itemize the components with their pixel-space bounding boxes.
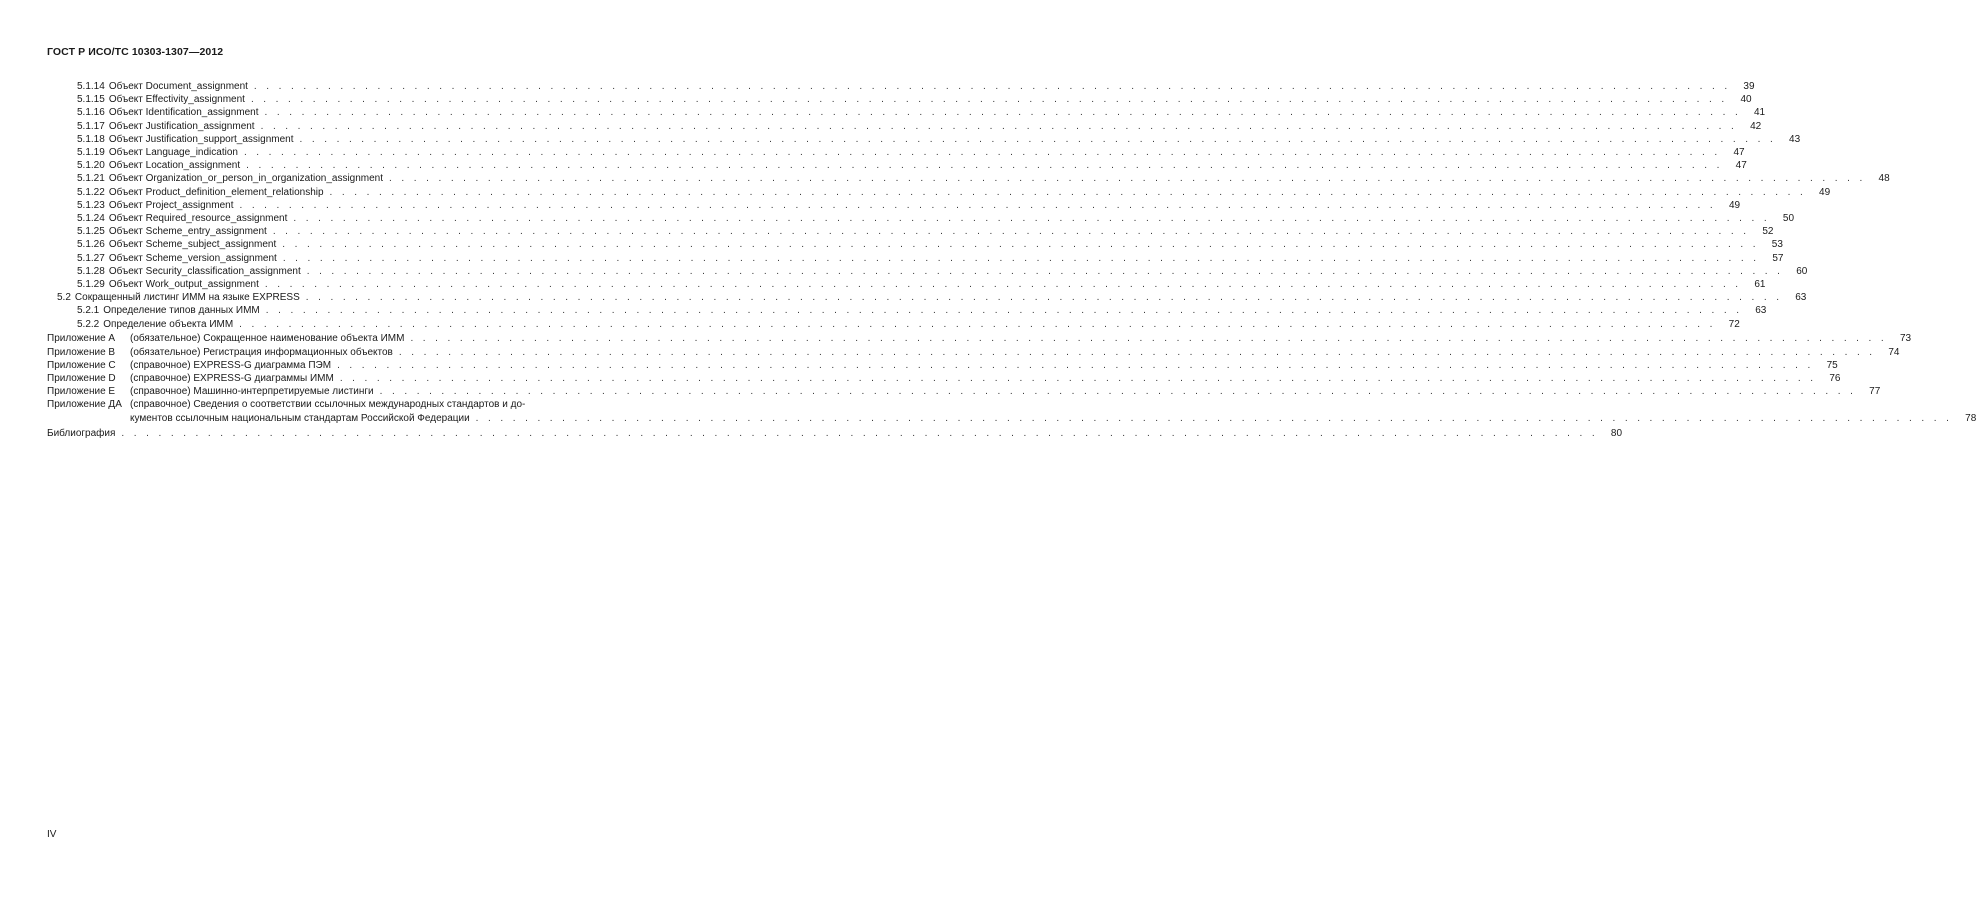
toc-entry-number: 5.1.23 — [77, 199, 105, 211]
dot-leader: . . . . . . . . . . . . . . . . . . . . . . . . . . . . . . . . . . . . . . . . . . . . . . . . . . . . . . . . . . . . . . . . . . . . . . . . . . . . . . . . . . . . . . . . . . . . . . . . . . . . . . . . . . . . . . . . . . . . . . . . — [299, 133, 1777, 145]
toc-entry-title: (справочное) Сведения о соответствии ссылочных международных стандартов и до- — [130, 399, 526, 411]
toc-entry-title: Объект Scheme_entry_assignment — [108, 226, 267, 238]
toc-entry-page: 73 — [1899, 333, 1912, 345]
toc-entry-page: 41 — [1754, 107, 1766, 119]
toc-entry-number: 5.1.28 — [77, 265, 105, 277]
toc-entry-page: 63 — [1795, 292, 1807, 304]
dot-leader: . . . . . . . . . . . . . . . . . . . . . . . . . . . . . . . . . . . . . . . . . . . . . . . . . . . . . . . . . . . . . . . . . . . . . . . . . . . . . . . . . . . . . . . . . . . . . . . . . . . . . . . . . . . . . . . . . . . . . . . . — [379, 386, 1857, 398]
toc-entry-title: Объект Scheme_subject_assignment — [108, 239, 277, 251]
toc-entry-page: 57 — [1772, 252, 1784, 264]
dot-leader: . . . . . . . . . . . . . . . . . . . . . . . . . . . . . . . . . . . . . . . . . . . . . . . . . . . . . . . . . . . . . . . . . . . . . . . . . . . . . . . . . . . . . . . . . . . . . . . . . . . . . . . . . . . . . . . . . . . . . . . . — [337, 359, 1814, 371]
toc-entry[interactable] — [77, 172, 1890, 185]
toc-entry-title: (справочное) EXPRESS-G диаграмма ПЭМ — [130, 359, 332, 371]
toc-entry-page: 50 — [1782, 213, 1795, 224]
toc-entry-page: 49 — [1819, 186, 1831, 198]
toc-entry-number: Приложение C — [47, 359, 116, 371]
toc-entry[interactable] — [77, 304, 1767, 317]
toc-entry[interactable] — [77, 199, 1741, 212]
toc-entry-page: 40 — [1740, 94, 1752, 106]
toc-entry-page: 77 — [1869, 386, 1881, 398]
toc-entry-number: 5.1.26 — [77, 239, 105, 251]
dot-leader: . . . . . . . . . . . . . . . . . . . . . . . . . . . . . . . . . . . . . . . . . . . . . . . . . . . . . . . . . . . . . . . . . . . . . . . . . . . . . . . . . . . . . . . . . . . . . . . . . . . . . . . . . . . . . . . . . . . . . . . . — [410, 333, 1888, 345]
toc-entry-number: 5.2.1 — [77, 305, 100, 317]
toc-entry-number: 5.2.2 — [77, 318, 100, 330]
toc-bibliography-entry[interactable] — [47, 427, 1623, 440]
toc-entry[interactable] — [77, 146, 1745, 159]
toc-entry-title: Объект Organization_or_person_in_organization_assignment — [108, 173, 384, 185]
toc-entry[interactable] — [77, 265, 1808, 278]
toc-entry-number: 5.1.22 — [77, 186, 105, 198]
toc-entry-page: 47 — [1733, 147, 1745, 158]
toc-entry-page: 74 — [1888, 346, 1900, 358]
toc-entry[interactable] — [77, 238, 1783, 251]
toc-entry-title: Объект Justification_assignment — [108, 120, 255, 132]
toc-entry-page: 39 — [1743, 81, 1755, 92]
toc-entry-title: Объект Scheme_version_assignment — [108, 252, 277, 264]
toc-section-entry[interactable] — [57, 291, 1807, 304]
toc-entry-number: 5.1.16 — [77, 107, 105, 119]
toc-entry-title: Объект Work_output_assignment — [108, 279, 259, 290]
toc-entry-title: Библиография — [47, 428, 116, 440]
toc-entry-number: 5.1.17 — [77, 120, 105, 132]
toc-appendix-entry[interactable] — [47, 346, 1900, 359]
toc-entry-number: 5.1.19 — [77, 147, 105, 158]
toc-entry-title: Определение типов данных ИММ — [103, 305, 260, 317]
toc-entry-title: Объект Required_resource_assignment — [108, 213, 288, 224]
dot-leader: . . . . . . . . . . . . . . . . . . . . . . . . . . . . . . . . . . . . . . . . . . . . . . . . . . . . . . . . . . . . . . . . . . . . . . . . . . . . . . . . . . . . . . . . . . . . . . . . . . . . . . . . . . . . . . . . . . . . . . . . — [246, 160, 1723, 172]
dot-leader: . . . . . . . . . . . . . . . . . . . . . . . . . . . . . . . . . . . . . . . . . . . . . . . . . . . . . . . . . . . . . . . . . . . . . . . . . . . . . . . . . . . . . . . . . . . . . . . . . . . . . . . . . . . . . . . . . . . . . . . . — [272, 226, 1750, 238]
toc-entry-page: 76 — [1829, 372, 1841, 384]
toc-entry-number: 5.1.21 — [77, 173, 105, 185]
toc-entry-page: 48 — [1878, 173, 1890, 185]
dot-leader: . . . . . . . . . . . . . . . . . . . . . . . . . . . . . . . . . . . . . . . . . . . . . . . . . . . . . . . . . . . . . . . . . . . . . . . . . . . . . . . . . . . . . . . . . . . . . . . . . . . . . . . . . . . . . . . . . . . . . . . . — [389, 173, 1866, 185]
toc-entry-title: Объект Security_classification_assignment — [108, 265, 301, 277]
dot-leader: . . . . . . . . . . . . . . . . . . . . . . . . . . . . . . . . . . . . . . . . . . . . . . . . . . . . . . . . . . . . . . . . . . . . . . . . . . . . . . . . . . . . . . . . . . . . . . . . . . . . . . . . . . . . . . . . . . . . . . . . — [243, 147, 1721, 158]
toc-entry-number: 5.1.29 — [77, 279, 105, 290]
dot-leader: . . . . . . . . . . . . . . . . . . . . . . . . . . . . . . . . . . . . . . . . . . . . . . . . . . . . . . . . . . . . . . . . . . . . . . . . . . . . . . . . . . . . . . . . . . . . . . . . . . . . . . . . . . . . . . . . . . . . . . . . — [264, 107, 1742, 119]
toc-entry-page: 63 — [1755, 305, 1767, 317]
toc-entry-title: (обязательное) Регистрация информационных объектов — [130, 346, 393, 358]
toc-appendix-entry[interactable] — [47, 372, 1841, 385]
toc-entry-page: 80 — [1610, 428, 1623, 440]
toc-entry-number: Приложение A — [47, 333, 116, 345]
toc-entry-page: 53 — [1771, 239, 1783, 251]
toc-entry-number: 5.1.25 — [77, 226, 105, 238]
toc-entry-title: (справочное) EXPRESS-G диаграммы ИММ — [130, 372, 334, 384]
toc-entry-page: 78 — [1965, 413, 1976, 425]
toc-entry-number: 5.1.18 — [77, 133, 105, 145]
dot-leader: . . . . . . . . . . . . . . . . . . . . . . . . . . . . . . . . . . . . . . . . . . . . . . . . . . . . . . . . . . . . . . . . . . . . . . . . . . . . . . . . . . . . . . . . . . . . . . . . . . . . . . . . . . . . . . . . . . . . . . . . — [305, 292, 1783, 304]
toc-entry[interactable] — [77, 159, 1747, 172]
dot-leader: . . . . . . . . . . . . . . . . . . . . . . . . . . . . . . . . . . . . . . . . . . . . . . . . . . . . . . . . . . . . . . . . . . . . . . . . . . . . . . . . . . . . . . . . . . . . . . . . . . . . . . . . . . . . . . . . . . . . . . . . — [265, 305, 1743, 317]
toc-entry-number: Приложение D — [47, 372, 116, 384]
toc-entry[interactable] — [77, 212, 1795, 225]
toc-entry-number: 5.2 — [57, 292, 71, 304]
dot-leader: . . . . . . . . . . . . . . . . . . . . . . . . . . . . . . . . . . . . . . . . . . . . . . . . . . . . . . . . . . . . . . . . . . . . . . . . . . . . . . . . . . . . . . . . . . . . . . . . . . . . . . . . . . . . . . . . . . . . . . . . — [121, 428, 1599, 440]
dot-leader: . . . . . . . . . . . . . . . . . . . . . . . . . . . . . . . . . . . . . . . . . . . . . . . . . . . . . . . . . . . . . . . . . . . . . . . . . . . . . . . . . . . . . . . . . . . . . . . . . . . . . . . . . . . . . . . . . . . . . . . . — [282, 252, 1760, 264]
toc-entry-title: Объект Justification_support_assignment — [108, 133, 294, 145]
dot-leader: . . . . . . . . . . . . . . . . . . . . . . . . . . . . . . . . . . . . . . . . . . . . . . . . . . . . . . . . . . . . . . . . . . . . . . . . . . . . . . . . . . . . . . . . . . . . . . . . . . . . . . . . . . . . . . . . . . . . . . . . — [239, 318, 1716, 330]
toc-entry[interactable] — [77, 318, 1740, 331]
toc-entry-title-continued: кументов ссылочным национальным стандартам Российской Федерации — [130, 413, 470, 425]
toc-entry-title: Объект Project_assignment — [108, 199, 234, 211]
toc-appendix-entry[interactable] — [47, 398, 1976, 426]
dot-leader: . . . . . . . . . . . . . . . . . . . . . . . . . . . . . . . . . . . . . . . . . . . . . . . . . . . . . . . . . . . . . . . . . . . . . . . . . . . . . . . . . . . . . . . . . . . . . . . . . . . . . . . . . . . . . . . . . . . . . . . . — [239, 199, 1717, 211]
toc-entry[interactable] — [77, 80, 1755, 93]
toc-entry-title: Объект Document_assignment — [108, 81, 248, 92]
toc-entry-title: Объект Product_definition_element_relationship — [108, 186, 324, 198]
toc-appendix-entry[interactable] — [47, 332, 1912, 345]
toc-entry[interactable] — [77, 225, 1774, 238]
toc-entry-page: 75 — [1826, 359, 1838, 371]
toc-entry-number: Приложение E — [47, 386, 116, 398]
toc-entry-number: Приложение B — [47, 346, 116, 358]
toc-entry[interactable] — [77, 133, 1801, 146]
toc-entry-page: 43 — [1789, 133, 1801, 145]
dot-leader: . . . . . . . . . . . . . . . . . . . . . . . . . . . . . . . . . . . . . . . . . . . . . . . . . . . . . . . . . . . . . . . . . . . . . . . . . . . . . . . . . . . . . . . . . . . . . . . . . . . . . . . . . . . . . . . . . . . . . . . . — [282, 239, 1759, 251]
dot-leader: . . . . . . . . . . . . . . . . . . . . . . . . . . . . . . . . . . . . . . . . . . . . . . . . . . . . . . . . . . . . . . . . . . . . . . . . . . . . . . . . . . . . . . . . . . . . . . . . . . . . . . . . . . . . . . . . . . . . . . . . — [264, 279, 1742, 290]
dot-leader: . . . . . . . . . . . . . . . . . . . . . . . . . . . . . . . . . . . . . . . . . . . . . . . . . . . . . . . . . . . . . . . . . . . . . . . . . . . . . . . . . . . . . . . . . . . . . . . . . . . . . . . . . . . . . . . . . . . . . . . . — [306, 265, 1784, 277]
toc-entry-number: 5.1.24 — [77, 213, 105, 224]
toc-entry-page: 47 — [1735, 160, 1747, 172]
toc-entry-title: Объект Effectivity_assignment — [108, 94, 245, 106]
toc-entry-title: (обязательное) Сокращенное наименование объекта ИММ — [130, 333, 405, 345]
dot-leader: . . . . . . . . . . . . . . . . . . . . . . . . . . . . . . . . . . . . . . . . . . . . . . . . . . . . . . . . . . . . . . . . . . . . . . . . . . . . . . . . . . . . . . . . . . . . . . . . . . . . . . . . . . . . . . . . . . . . . . . . — [398, 346, 1876, 358]
toc-entry-number: 5.1.15 — [77, 94, 105, 106]
toc-entry-page: 60 — [1796, 265, 1808, 277]
toc-entry-number: Приложение ДА — [47, 399, 122, 411]
dot-leader: . . . . . . . . . . . . . . . . . . . . . . . . . . . . . . . . . . . . . . . . . . . . . . . . . . . . . . . . . . . . . . . . . . . . . . . . . . . . . . . . . . . . . . . . . . . . . . . . . . . . . . . . . . . . . . . . . . . . . . . . — [253, 81, 1731, 92]
toc-entry-number: 5.1.27 — [77, 252, 105, 264]
toc-entry-title: Объект Language_indication — [108, 147, 238, 158]
dot-leader: . . . . . . . . . . . . . . . . . . . . . . . . . . . . . . . . . . . . . . . . . . . . . . . . . . . . . . . . . . . . . . . . . . . . . . . . . . . . . . . . . . . . . . . . . . . . . . . . . . . . . . . . . . . . . . . . . . . . . . . . — [329, 186, 1807, 198]
toc-entry[interactable] — [77, 186, 1831, 199]
toc-entry-page: 72 — [1728, 318, 1740, 330]
toc-entry-title: Объект Identification_assignment — [108, 107, 259, 119]
toc-entry-title: Объект Location_assignment — [108, 160, 241, 172]
dot-leader: . . . . . . . . . . . . . . . . . . . . . . . . . . . . . . . . . . . . . . . . . . . . . . . . . . . . . . . . . . . . . . . . . . . . . . . . . . . . . . . . . . . . . . . . . . . . . . . . . . . . . . . . . . . . . . . . . . . . . . . . — [475, 413, 1953, 425]
toc-entry-title: (справочное) Машинно-интерпретируемые листинги — [130, 386, 374, 398]
dot-leader: . . . . . . . . . . . . . . . . . . . . . . . . . . . . . . . . . . . . . . . . . . . . . . . . . . . . . . . . . . . . . . . . . . . . . . . . . . . . . . . . . . . . . . . . . . . . . . . . . . . . . . . . . . . . . . . . . . . . . . . . — [260, 120, 1738, 132]
toc-entry-page: 52 — [1762, 226, 1774, 238]
toc-entry-title: Сокращенный листинг ИММ на языке EXPRESS — [74, 292, 300, 304]
toc-entry[interactable] — [77, 252, 1784, 265]
toc-entry-number: 5.1.14 — [77, 81, 105, 92]
document-header: ГОСТ Р ИСО/ТС 10303-1307—2012 — [47, 46, 224, 58]
toc-entry-title: Определение объекта ИММ — [103, 318, 234, 330]
toc-entry-number: 5.1.20 — [77, 160, 105, 172]
toc-entry-page: 49 — [1728, 199, 1741, 211]
toc-entry[interactable] — [77, 93, 1752, 106]
toc-appendix-entry[interactable] — [47, 385, 1881, 398]
toc-entry[interactable] — [77, 278, 1766, 291]
dot-leader: . . . . . . . . . . . . . . . . . . . . . . . . . . . . . . . . . . . . . . . . . . . . . . . . . . . . . . . . . . . . . . . . . . . . . . . . . . . . . . . . . . . . . . . . . . . . . . . . . . . . . . . . . . . . . . . . . . . . . . . . — [339, 372, 1817, 384]
page-number: IV — [47, 829, 57, 840]
toc-entry-page: 42 — [1750, 120, 1762, 132]
toc-appendix-entry[interactable] — [47, 359, 1838, 372]
toc-entry-page: 61 — [1754, 279, 1766, 290]
dot-leader: . . . . . . . . . . . . . . . . . . . . . . . . . . . . . . . . . . . . . . . . . . . . . . . . . . . . . . . . . . . . . . . . . . . . . . . . . . . . . . . . . . . . . . . . . . . . . . . . . . . . . . . . . . . . . . . . . . . . . . . . — [250, 94, 1728, 106]
toc-entry[interactable] — [77, 120, 1762, 133]
dot-leader: . . . . . . . . . . . . . . . . . . . . . . . . . . . . . . . . . . . . . . . . . . . . . . . . . . . . . . . . . . . . . . . . . . . . . . . . . . . . . . . . . . . . . . . . . . . . . . . . . . . . . . . . . . . . . . . . . . . . . . . . — [293, 213, 1771, 224]
toc-entry[interactable] — [77, 106, 1766, 119]
